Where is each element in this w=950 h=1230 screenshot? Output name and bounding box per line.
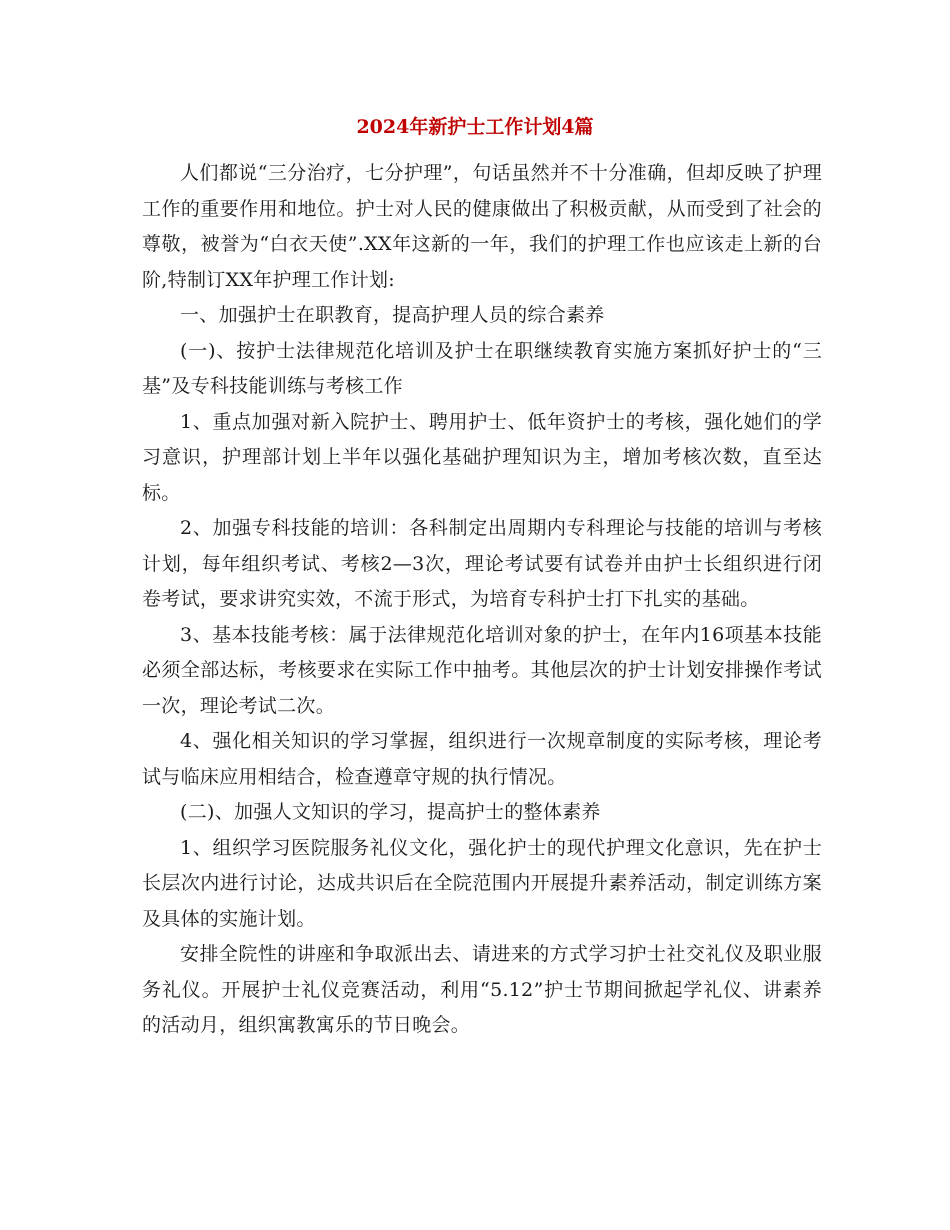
subsection-heading-1: (一)、按护士法律规范化培训及护士在职继续教育实施方案抓好护士的“三基”及专科技能训练与考核工作 bbox=[142, 339, 822, 397]
document-body bbox=[142, 156, 822, 1044]
paragraph-etiquette: 安排全院性的讲座和争取派出去、请进来的方式学习护士社交礼仪及职业服务礼仪。开展护士礼仪竞赛活动，利用“5.12”护士节期间掀起学礼仪、讲素养的活动月，组织寓教寓乐的节日晚会。 bbox=[142, 943, 822, 1036]
paragraph-item-5: 1、组织学习医院服务礼仪文化，强化护士的现代护理文化意识，先在护士长层次内进行讨论，达成共识后在全院范围内开展提升素养活动，制定训练方案及具体的实施计划。 bbox=[142, 836, 822, 930]
paragraph-item-2: 2、加强专科技能的培训：各科制定出周期内专科理论与技能的培训与考核计划，每年组织考试、考核2—3次，理论考试要有试卷并由护士长组织进行闭卷考试，要求讲究实效，不流于形式，为培育专科护士打下扎实的基础。 bbox=[142, 517, 822, 610]
paragraph-item-4: 4、强化相关知识的学习掌握，组织进行一次规章制度的实际考核，理论考试与临床应用相结合，检查遵章守规的执行情况。 bbox=[142, 730, 822, 788]
paragraph-intro: 人们都说“三分治疗，七分护理”，句话虽然并不十分准确，但却反映了护理工作的重要作用和地位。护士对人民的健康做出了积极贡献，从而受到了社会的尊敬，被誉为“白衣天使”.XX年这新的一年，我们的护理工作也应该走上新的台阶,特制订XX年护理工作计划: bbox=[142, 162, 822, 291]
subsection-heading-2: (二)、加强人文知识的学习，提高护士的整体素养 bbox=[180, 801, 601, 823]
section-heading-1: 一、加强护士在职教育，提高护理人员的综合素养 bbox=[180, 304, 605, 326]
paragraph-item-3: 3、基本技能考核：属于法律规范化培训对象的护士，在年内16项基本技能必须全部达标，考核要求在实际工作中抽考。其他层次的护士计划安排操作考试一次，理论考试二次。 bbox=[142, 623, 822, 717]
document-title: 2024年新护士工作计划4篇 bbox=[356, 116, 594, 138]
paragraph-item-1: 1、重点加强对新入院护士、聘用护士、低年资护士的考核，强化她们的学习意识，护理部计划上半年以强化基础护理知识为主，增加考核次数，直至达标。 bbox=[142, 410, 822, 504]
